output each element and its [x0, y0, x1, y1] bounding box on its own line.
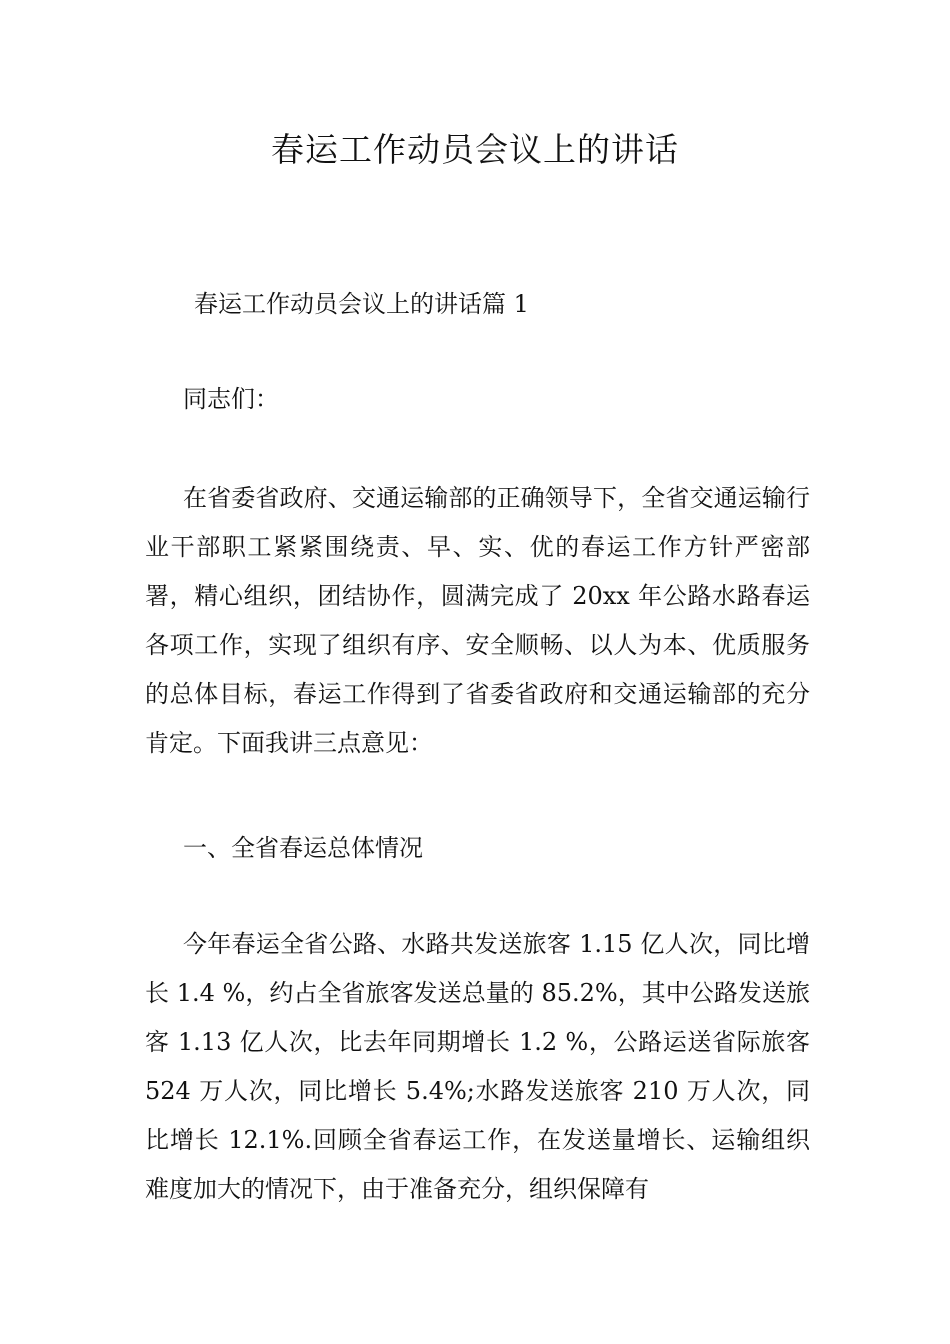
body-paragraph-1: 在省委省政府、交通运输部的正确领导下，全省交通运输行业干部职工紧紧围绕责、早、实、优的春运工作方针严密部署，精心组织，团结协作，圆满完成了 20xx 年公路水路春运各项工作，实现了组织有序、安全顺畅、以人为本、优质服务的总体目标，春运工作得到了省委省政府和交通运输部的充分肯定。下面我讲三点意见：: [145, 484, 810, 757]
document-title: 春运工作动员会议上的讲话: [271, 130, 679, 169]
greeting: 同志们：: [183, 385, 279, 413]
section-heading-1: 一、全省春运总体情况: [183, 834, 423, 862]
body-paragraph-2: 今年春运全省公路、水路共发送旅客 1.15 亿人次，同比增长 1.4 %，约占全省旅客发送总量的 85.2%，其中公路发送旅客 1.13 亿人次，比去年同期增长 1.2 %，公路运送省际旅客 524 万人次，同比增长 5.4%;水路发送旅客 210 万人次，同比增长 12.1%.回顾全省春运工作，在发送量增长、运输组织难度加大的情况下，由于准备充分，组织保障有: [145, 930, 810, 1203]
speech-subtitle: 春运工作动员会议上的讲话篇 1: [194, 290, 529, 318]
